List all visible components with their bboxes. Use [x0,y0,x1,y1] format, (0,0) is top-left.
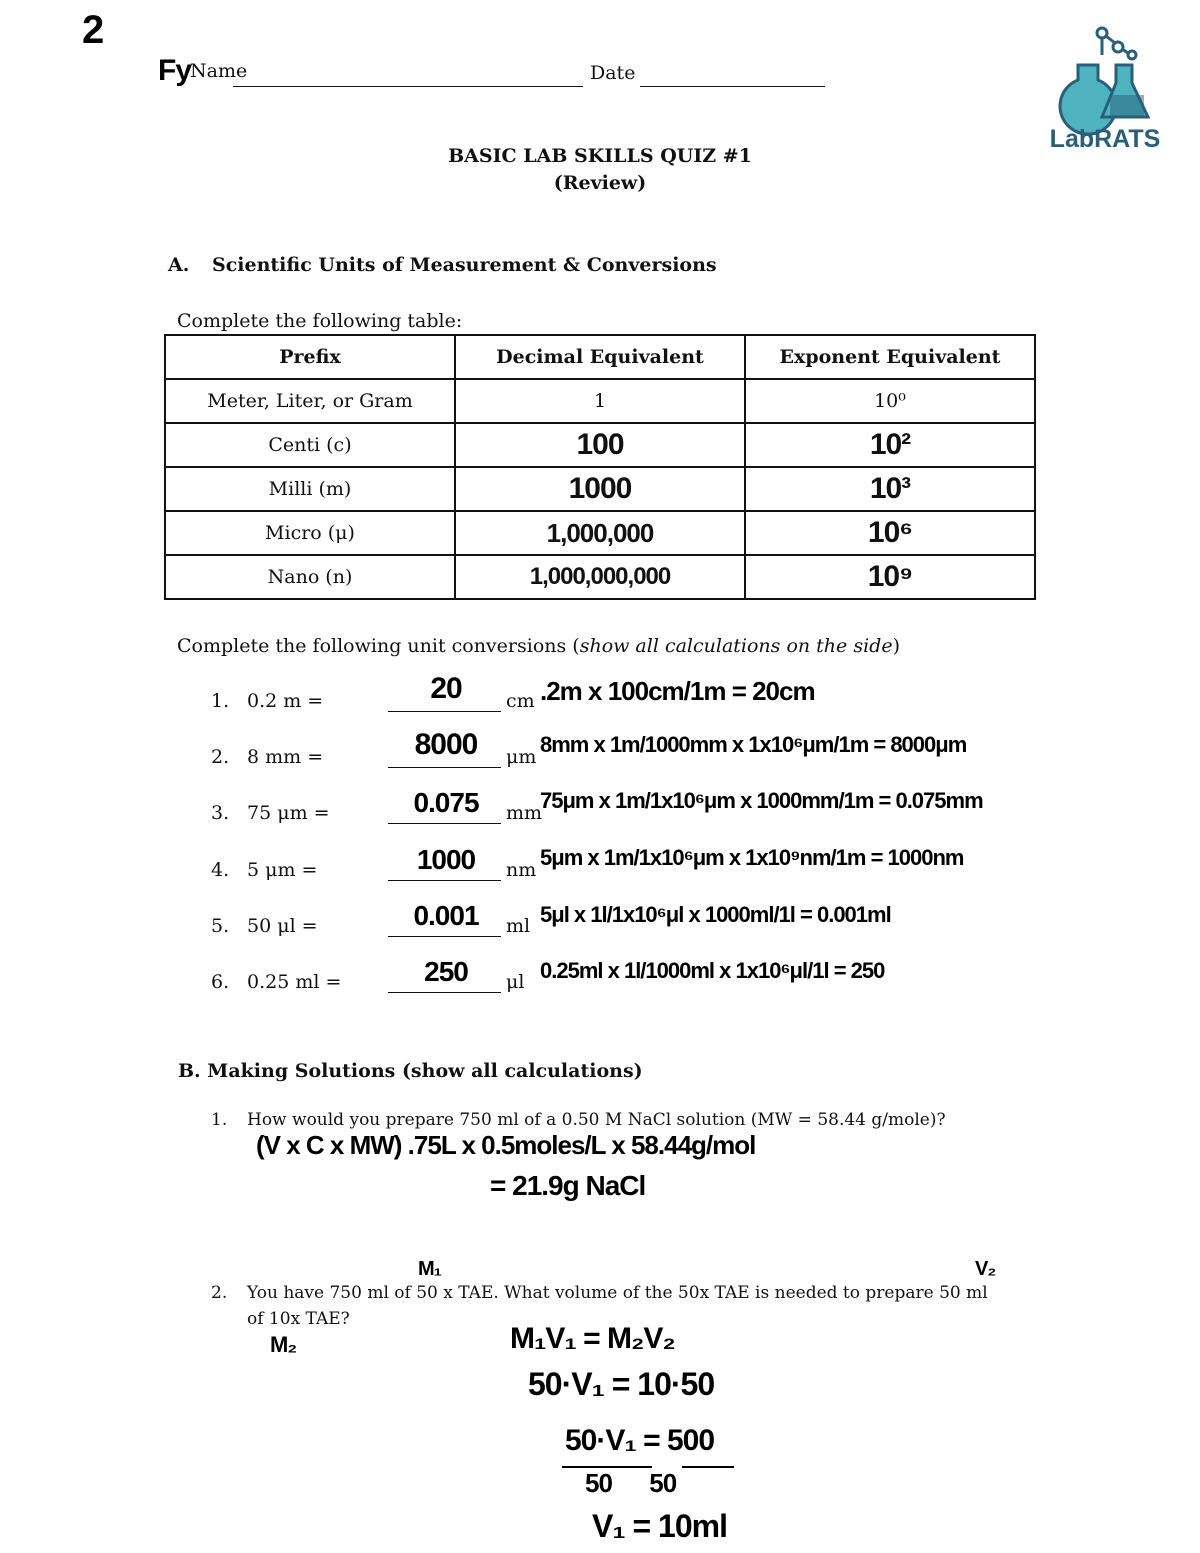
conversion-answer-line[interactable] [388,823,501,824]
conversion-work: 75μm x 1m/1x10⁶μm x 1000mm/1m = 0.075mm [540,788,983,813]
table-row [165,423,1035,467]
table-cell-exponent-answer[interactable]: 10³ [745,467,1035,511]
conversion-number: 2. [211,746,230,768]
table-row [165,555,1035,599]
name-field-line[interactable] [233,86,583,87]
question-text: How would you prepare 750 ml of a 0.50 M NaCl solution (MW = 58.44 g/mole)? [247,1110,946,1130]
conversion-question [211,690,323,712]
prefix-table [164,334,1036,600]
name-handwritten: Fy [158,54,192,87]
conversion-prompt: 0.25 ml = [247,971,342,993]
table-cell-decimal-answer[interactable]: 1,000,000,000 [455,555,745,599]
question-number: 2. [211,1283,228,1303]
conversion-question [211,746,323,768]
page-number-handwritten: 2 [82,8,104,52]
table-cell-exponent-answer[interactable]: 10⁹ [745,555,1035,599]
conversion-unit: μm [506,746,537,768]
conversion-unit: cm [506,690,535,712]
section-a-title: Scientific Units of Measurement & Conversions [212,254,717,276]
conversion-work: 0.25ml x 1l/1000ml x 1x10⁶μl/1l = 250 [540,958,885,983]
conversion-work: 5μl x 1l/1x10⁶μl x 1000ml/1l = 0.001ml [540,902,891,927]
conversion-work: 5μm x 1m/1x10⁶μm x 1x10⁹nm/1m = 1000nm [540,845,964,870]
conversion-question [211,802,330,824]
date-label: Date [590,62,636,84]
date-field-line[interactable] [640,86,825,87]
table-cell-prefix: Nano (n) [165,555,455,599]
conversion-answer[interactable]: 20 [430,672,462,705]
name-label: Name [190,60,248,82]
table-row [165,379,1035,423]
conversion-prompt: 0.2 m = [247,690,324,712]
conversion-answer[interactable]: 250 [424,956,468,987]
section-a-number: A. [168,254,190,276]
conversion-answer[interactable]: 1000 [416,844,476,875]
question-text-line1: You have 750 ml of 50 x TAE. What volume of the 50x TAE is needed to prepare 50 ml [247,1283,988,1303]
solution-2-work-line2: 50·V₁ = 10·50 [528,1366,715,1402]
question-number: 1. [211,1110,228,1130]
table-cell-exponent-answer[interactable]: 10² [745,423,1035,467]
conversion-question [211,859,317,881]
section-b-heading: B. Making Solutions (show all calculations) [178,1060,643,1082]
conversion-question [211,915,318,937]
solution-2-work-line1: M₁V₁ = M₂V₂ [510,1322,675,1355]
conversion-unit: nm [506,859,537,881]
conversion-work: .2m x 100cm/1m = 20cm [540,676,815,706]
fraction-bar-right [682,1466,734,1468]
label-v2: V₂ [975,1258,996,1280]
conversion-answer-line[interactable] [388,767,501,768]
table-header: Exponent Equivalent [745,335,1035,379]
conversion-number: 5. [211,915,230,937]
labrats-logo [1040,25,1170,155]
label-m1: M₁ [418,1258,441,1280]
label-m2: M₂ [270,1332,297,1357]
section-a-heading [168,254,717,276]
table-row [165,467,1035,511]
table-header: Prefix [165,335,455,379]
conversion-instruction-italic: show all calculations on the side [579,635,893,657]
conversion-instruction [177,635,900,657]
solution-1-work-line2: = 21.9g NaCl [490,1170,646,1201]
conversion-instruction-text: Complete the following unit conversions ( [177,635,580,657]
table-header: Decimal Equivalent [455,335,745,379]
conversion-answer-line[interactable] [388,880,501,881]
table-instruction: Complete the following table: [177,310,463,332]
conversion-prompt: 5 μm = [247,859,318,881]
table-header-row [165,335,1035,379]
conversion-answer[interactable]: 0.001 [413,900,479,931]
conversion-prompt: 50 μl = [247,915,318,937]
table-row [165,511,1035,555]
table-cell-exponent-answer[interactable]: 10⁶ [745,511,1035,555]
conversion-number: 4. [211,859,230,881]
conversion-unit: mm [506,802,543,824]
quiz-title: BASIC LAB SKILLS QUIZ #1 [448,145,752,167]
conversion-number: 6. [211,971,230,993]
table-cell-exponent: 10⁰ [745,379,1035,423]
conversion-prompt: 75 μm = [247,802,330,824]
conversion-answer[interactable]: 8000 [414,728,478,761]
table-cell-decimal-answer[interactable]: 100 [455,423,745,467]
conversion-number: 1. [211,690,230,712]
table-cell-decimal: 1 [455,379,745,423]
table-cell-decimal-answer[interactable]: 1,000,000 [455,511,745,555]
solution-2-work-line3-denominator: 50 50 [585,1468,677,1498]
question-text-line2: of 10x TAE? [247,1309,350,1329]
conversion-answer-line[interactable] [388,992,501,993]
solution-2-work-line4: V₁ = 10ml [592,1508,727,1544]
conversion-question [211,971,341,993]
conversion-work: 8mm x 1m/1000mm x 1x10⁶μm/1m = 8000μm [540,732,967,757]
table-cell-prefix: Centi (c) [165,423,455,467]
table-cell-prefix: Meter, Liter, or Gram [165,379,455,423]
solution-1-work-line1: (V x C x MW) .75L x 0.5moles/L x 58.44g/mol [256,1130,756,1160]
conversion-unit: ml [506,915,531,937]
table-cell-prefix: Micro (μ) [165,511,455,555]
table-cell-decimal-answer[interactable]: 1000 [455,467,745,511]
conversion-number: 3. [211,802,230,824]
conversion-unit: μl [506,971,525,993]
conversion-answer-line[interactable] [388,711,501,712]
solution-2-work-line3-numerator: 50·V₁ = 500 [565,1424,715,1457]
logo-text: LabRATS [1049,125,1161,153]
conversion-instruction-end: ) [892,635,900,657]
conversion-answer-line[interactable] [388,936,501,937]
table-cell-prefix: Milli (m) [165,467,455,511]
quiz-subtitle: (Review) [553,172,647,194]
conversion-prompt: 8 mm = [247,746,324,768]
conversion-answer[interactable]: 0.075 [413,787,479,818]
